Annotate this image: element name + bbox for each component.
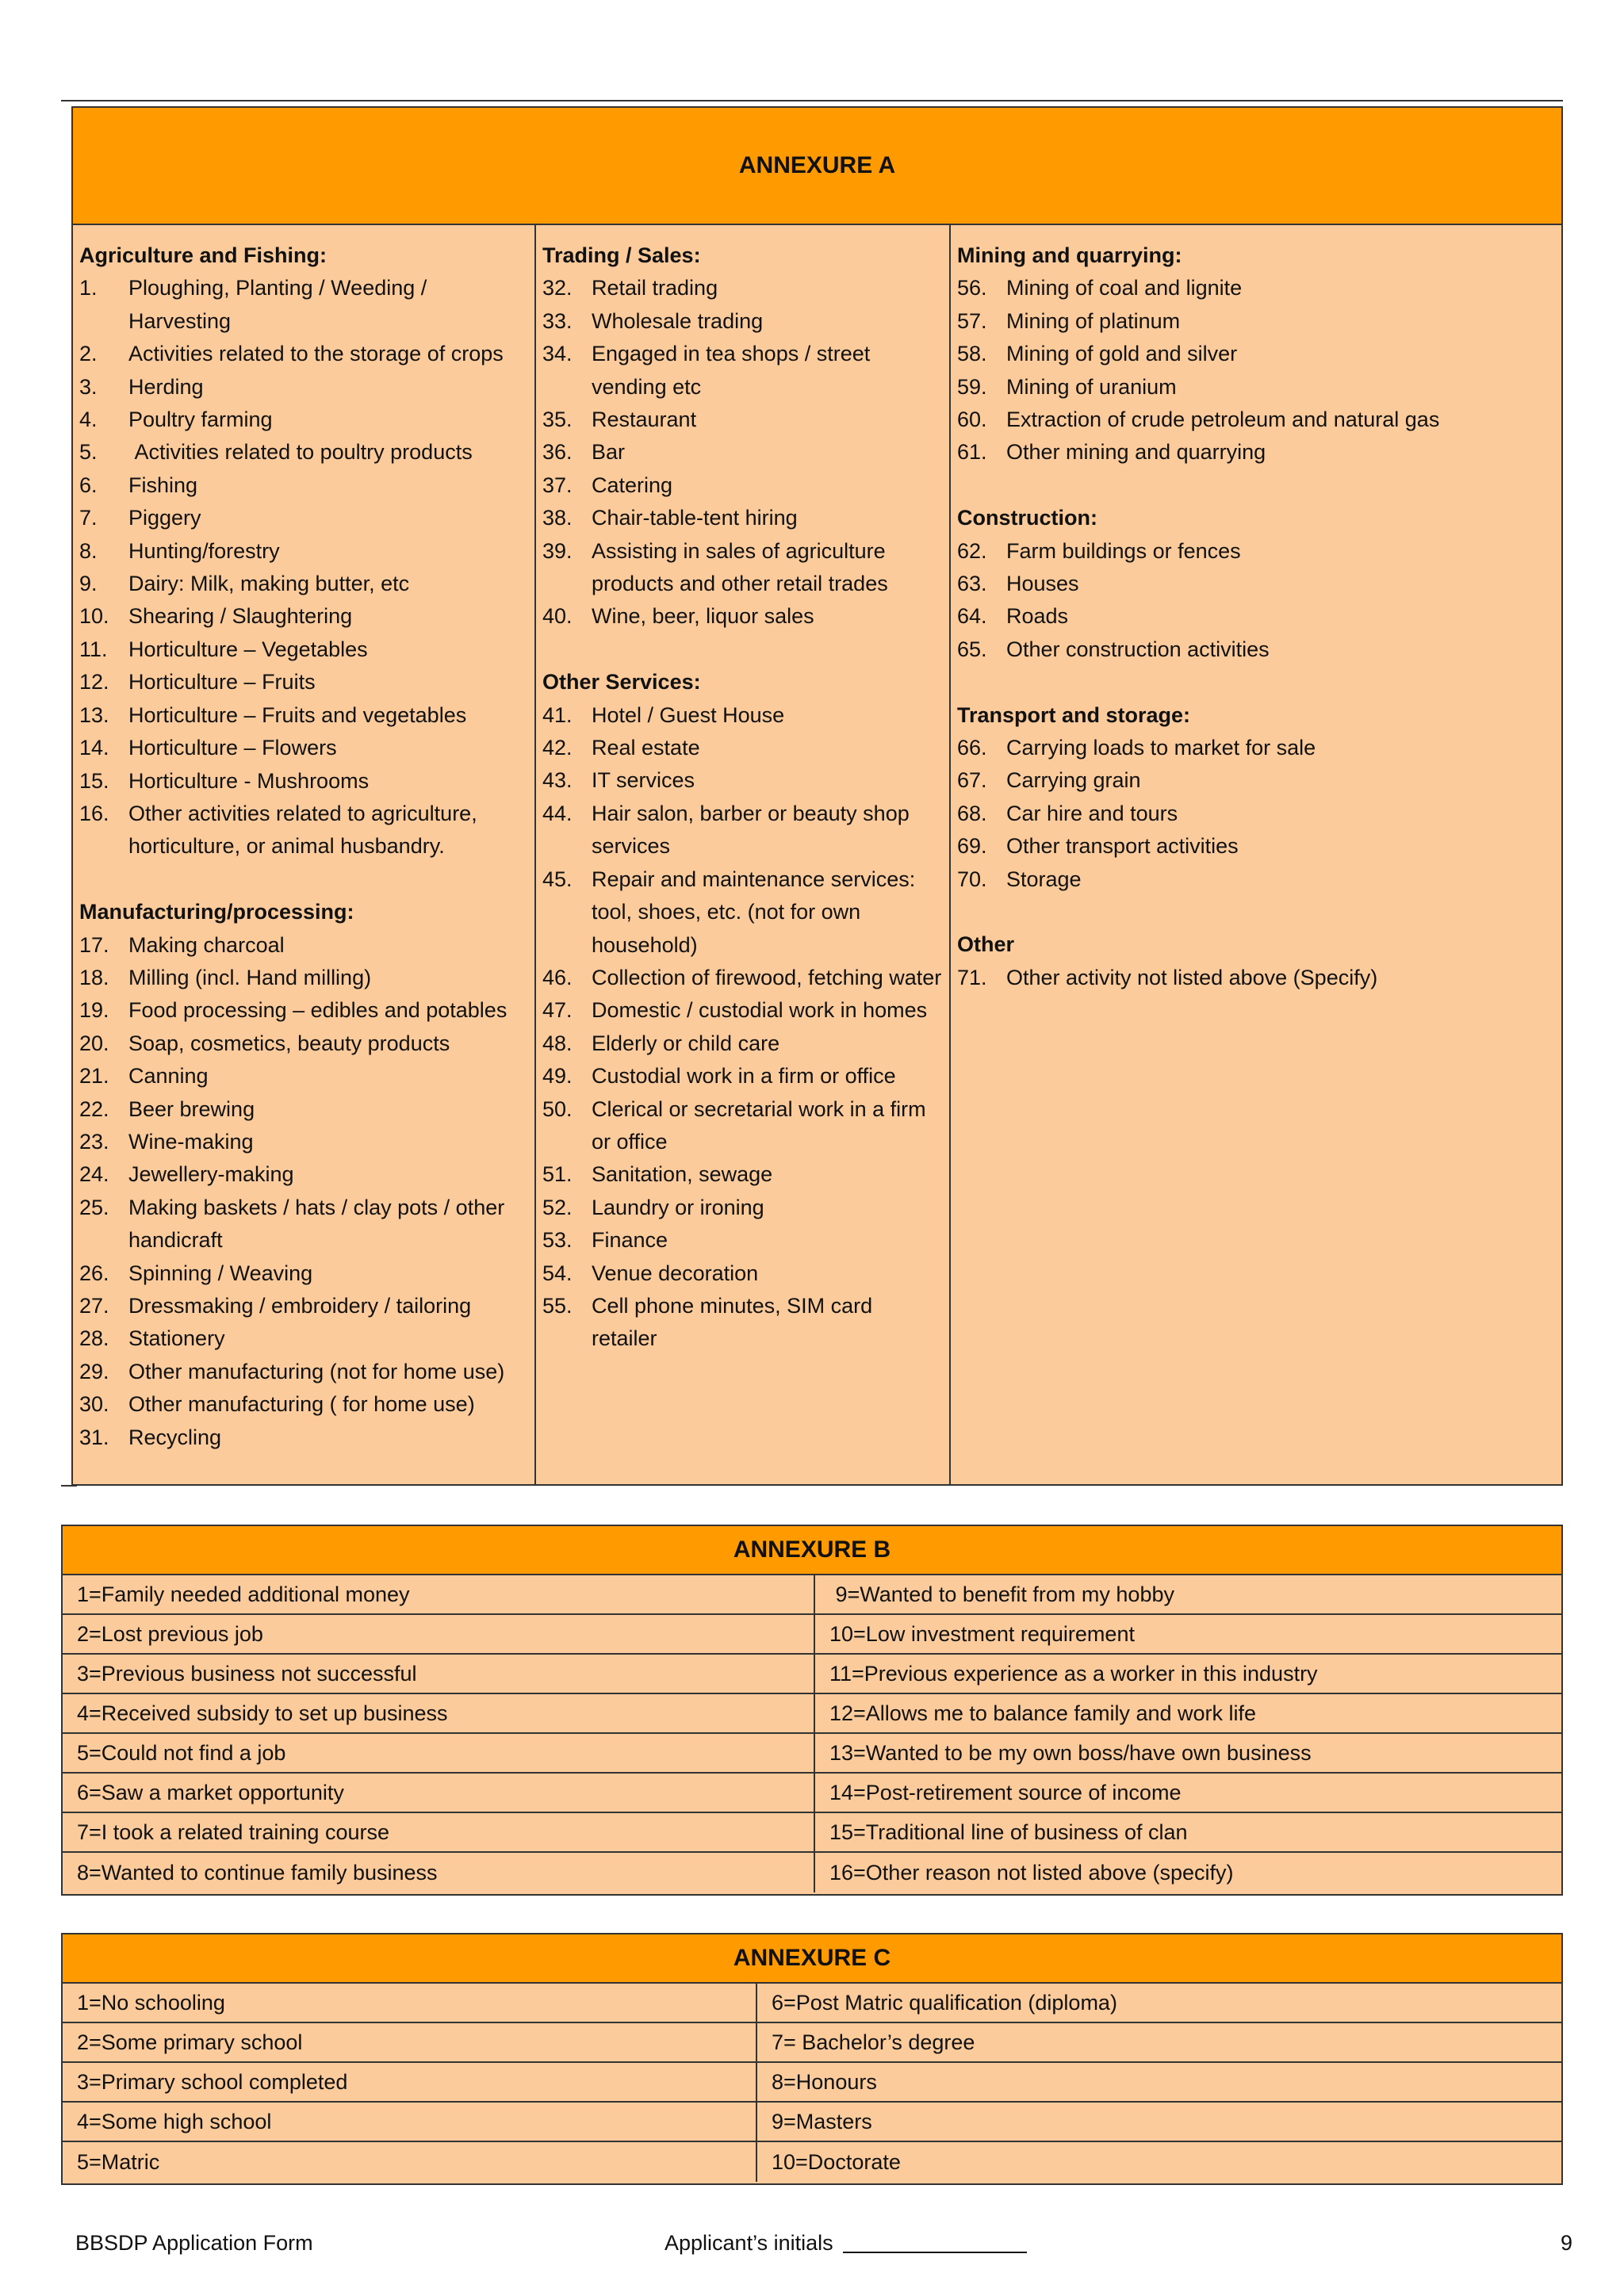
- activity-number: 2.: [79, 342, 98, 366]
- activity-label: Venue decoration: [592, 1261, 759, 1285]
- activity-label: Mining of coal and lignite: [1006, 276, 1243, 300]
- table-cell: 11=Previous experience as a worker in this industry: [814, 1655, 1561, 1693]
- activity-label: Sanitation, sewage: [592, 1162, 773, 1187]
- activity-item: [79, 436, 528, 469]
- activity-number: 40.: [542, 604, 573, 629]
- activity-item: [79, 272, 528, 338]
- activity-label: Cell phone minutes, SIM card retailer: [592, 1293, 879, 1351]
- activity-label: Elderly or child care: [592, 1031, 780, 1055]
- table-cell: 8=Wanted to continue family business: [77, 1860, 438, 1885]
- activity-item: [79, 1388, 528, 1421]
- activity-item: [957, 732, 1555, 764]
- activity-number: 14.: [79, 736, 109, 760]
- table-cell: 3=Previous business not successful: [77, 1661, 417, 1686]
- activity-item: [542, 1060, 943, 1093]
- annexure-b-title: ANNEXURE B: [63, 1526, 1561, 1575]
- activity-item: [542, 436, 943, 469]
- activity-item: [79, 535, 528, 568]
- activity-item: [79, 502, 528, 534]
- activity-item: [79, 469, 528, 502]
- activity-label: Mining of uranium: [1006, 374, 1177, 399]
- activity-item: [79, 994, 528, 1027]
- activity-item: [957, 535, 1555, 568]
- activity-number: 4.: [79, 408, 98, 432]
- activity-item: [542, 699, 943, 732]
- footer-form-name: BBSDP Application Form: [75, 2231, 313, 2255]
- activity-number: 61.: [957, 440, 987, 465]
- activity-item: [542, 502, 943, 534]
- activity-number: 62.: [957, 538, 987, 563]
- activity-label: Wholesale trading: [592, 308, 764, 333]
- table-row: [63, 2023, 1561, 2063]
- initials-field[interactable]: [843, 2252, 1027, 2253]
- activity-label: Dairy: Milk, making butter, etc: [128, 572, 410, 596]
- activity-item: [79, 600, 528, 633]
- activity-item: [79, 338, 528, 370]
- table-row: [63, 2063, 1561, 2103]
- table-row: [63, 1984, 1561, 2023]
- activity-number: 50.: [542, 1096, 573, 1121]
- activity-number: 3.: [79, 374, 98, 399]
- activity-label: Poultry farming: [128, 408, 273, 432]
- activity-label: Other manufacturing ( for home use): [128, 1392, 475, 1417]
- activity-item: [79, 1027, 528, 1060]
- activity-number: 5.: [79, 440, 98, 465]
- activity-item: [542, 1257, 943, 1290]
- table-cell: 2=Some primary school: [77, 2030, 303, 2054]
- activity-number: 34.: [542, 342, 573, 366]
- table-cell: 4=Received subsidy to set up business: [77, 1701, 448, 1725]
- activity-number: 13.: [79, 702, 109, 727]
- table-row: [63, 1853, 1561, 1892]
- activity-number: 38.: [542, 506, 573, 530]
- section-heading: Agriculture and Fishing:: [79, 243, 327, 267]
- section-heading: Transport and storage:: [957, 702, 1191, 727]
- table-cell: 10=Doctorate: [756, 2142, 1561, 2182]
- activity-number: 41.: [542, 702, 573, 727]
- activity-item: [957, 371, 1555, 404]
- activity-label: Other manufacturing (not for home use): [128, 1359, 505, 1383]
- table-cell: 13=Wanted to be my own boss/have own business: [814, 1734, 1561, 1772]
- activity-number: 1.: [79, 276, 98, 300]
- activity-item: [79, 1192, 528, 1257]
- activity-number: 57.: [957, 308, 987, 333]
- activity-number: 8.: [79, 538, 98, 563]
- activity-item: [542, 962, 943, 994]
- activity-label: Chair-table-tent hiring: [592, 506, 798, 530]
- activity-number: 58.: [957, 342, 987, 366]
- activity-number: 30.: [79, 1392, 109, 1417]
- table-row: [63, 1615, 1561, 1655]
- activity-number: 31.: [79, 1425, 109, 1449]
- activity-item: [542, 798, 943, 863]
- activity-item: [79, 568, 528, 600]
- activity-number: 27.: [79, 1293, 109, 1318]
- activity-label: Mining of platinum: [1006, 308, 1181, 333]
- initials-label: Applicant’s initials: [665, 2231, 833, 2255]
- activity-item: [542, 1290, 943, 1356]
- section-heading: Construction:: [957, 506, 1097, 530]
- activity-item: [542, 305, 943, 338]
- activity-label: Food processing – edibles and potables: [128, 998, 508, 1023]
- activity-label: Recycling: [128, 1425, 222, 1449]
- table-cell: 8=Honours: [756, 2063, 1561, 2101]
- activity-item: [542, 994, 943, 1027]
- activity-item: [957, 272, 1555, 304]
- activity-label: Other mining and quarrying: [1006, 440, 1266, 465]
- activity-number: 42.: [542, 736, 573, 760]
- activity-item: [542, 1192, 943, 1224]
- activity-label: Restaurant: [592, 408, 697, 432]
- activity-number: 6.: [79, 473, 98, 497]
- activity-label: Horticulture - Mushrooms: [128, 768, 370, 793]
- activity-label: Wine-making: [128, 1129, 254, 1154]
- activity-item: [957, 305, 1555, 338]
- activity-item: [79, 1257, 528, 1290]
- table-cell: 5=Matric: [77, 2149, 160, 2174]
- activity-item: [79, 765, 528, 798]
- activity-item: [79, 962, 528, 994]
- activity-label: Horticulture – Flowers: [128, 736, 337, 760]
- activity-label: Milling (incl. Hand milling): [128, 965, 372, 989]
- activity-item: [957, 338, 1555, 370]
- activity-number: 51.: [542, 1162, 573, 1187]
- activity-label: Other activities related to agriculture, horticulture, or animal husbandry.: [128, 801, 484, 859]
- activity-label: Horticulture – Vegetables: [128, 637, 368, 661]
- activity-number: 59.: [957, 374, 987, 399]
- activity-item: [542, 1027, 943, 1060]
- table-row: [63, 2142, 1561, 2182]
- activity-label: Herding: [128, 374, 204, 399]
- activity-number: 28.: [79, 1326, 109, 1351]
- activity-item: [542, 863, 943, 962]
- table-cell: 6=Saw a market opportunity: [77, 1780, 344, 1804]
- annexure-a-column-3: [949, 225, 1561, 1484]
- activity-label: Fishing: [128, 473, 198, 497]
- table-row: [63, 1694, 1561, 1734]
- activity-label: Houses: [1006, 572, 1079, 596]
- activity-item: [542, 1093, 943, 1159]
- activity-item: [79, 371, 528, 404]
- activity-item: [79, 404, 528, 436]
- section-heading: Trading / Sales:: [542, 243, 701, 267]
- table-row: [63, 1774, 1561, 1813]
- annexure-a-title: ANNEXURE A: [73, 108, 1561, 225]
- activity-number: 10.: [79, 604, 109, 629]
- activity-item: [79, 798, 528, 863]
- section-heading: Mining and quarrying:: [957, 243, 1182, 267]
- activity-number: 32.: [542, 276, 573, 300]
- activity-label: Mining of gold and silver: [1006, 342, 1238, 366]
- table-cell: 14=Post-retirement source of income: [814, 1774, 1561, 1812]
- activity-label: Farm buildings or fences: [1006, 538, 1241, 563]
- activity-item: [79, 1126, 528, 1158]
- activity-label: Shearing / Slaughtering: [128, 604, 353, 629]
- activity-number: 53.: [542, 1228, 573, 1253]
- activity-label: Catering: [592, 473, 673, 497]
- top-rule: [61, 100, 1563, 101]
- spacer: [79, 863, 528, 896]
- activity-item: [79, 1290, 528, 1322]
- activity-item: [79, 699, 528, 732]
- table-cell: 10=Low investment requirement: [814, 1615, 1561, 1653]
- activity-number: 68.: [957, 801, 987, 825]
- activity-number: 24.: [79, 1162, 109, 1187]
- activity-label: Other construction activities: [1006, 637, 1270, 661]
- table-row: [63, 1655, 1561, 1694]
- activity-number: 11.: [79, 637, 108, 661]
- activity-label: Activities related to poultry products: [128, 440, 473, 465]
- spacer: [957, 469, 1555, 502]
- activity-label: Laundry or ironing: [592, 1195, 764, 1219]
- spacer: [542, 633, 943, 666]
- activity-label: Clerical or secretarial work in a firm or office: [592, 1096, 933, 1154]
- activity-label: Retail trading: [592, 276, 718, 300]
- activity-label: Horticulture – Fruits and vegetables: [128, 702, 467, 727]
- bottom-rule: [61, 1485, 77, 1487]
- activity-item: [542, 404, 943, 436]
- activity-number: 35.: [542, 408, 573, 432]
- activity-number: 55.: [542, 1293, 573, 1318]
- activity-number: 25.: [79, 1195, 109, 1219]
- activity-number: 21.: [79, 1064, 109, 1089]
- activity-label: Stationery: [128, 1326, 225, 1351]
- annexure-a-table: [71, 106, 1563, 1486]
- activity-label: Real estate: [592, 736, 700, 760]
- spacer: [957, 666, 1555, 698]
- table-cell: 1=No schooling: [77, 1990, 225, 2015]
- activity-label: Engaged in tea shops / street vending etc: [592, 342, 876, 399]
- activity-item: [957, 863, 1555, 896]
- activity-label: Beer brewing: [128, 1096, 255, 1121]
- activity-label: Roads: [1006, 604, 1069, 629]
- activity-label: Car hire and tours: [1006, 801, 1178, 825]
- activity-label: Extraction of crude petroleum and natural gas: [1006, 408, 1440, 432]
- activity-label: Jewellery-making: [128, 1162, 294, 1187]
- activity-item: [957, 830, 1555, 863]
- activity-item: [542, 535, 943, 601]
- activity-item: [79, 666, 528, 698]
- activity-number: 69.: [957, 834, 987, 859]
- activity-item: [79, 1093, 528, 1126]
- activity-label: Soap, cosmetics, beauty products: [128, 1031, 450, 1055]
- activity-number: 23.: [79, 1129, 109, 1154]
- activity-item: [957, 568, 1555, 600]
- annexure-a-column-2: [534, 225, 949, 1484]
- activity-label: Making baskets / hats / clay pots / other handicraft: [128, 1195, 511, 1253]
- activity-number: 26.: [79, 1261, 109, 1285]
- activity-label: Wine, beer, liquor sales: [592, 604, 814, 629]
- activity-number: 63.: [957, 572, 987, 596]
- activity-number: 36.: [542, 440, 573, 465]
- activity-number: 60.: [957, 408, 987, 432]
- activity-label: Ploughing, Planting / Weeding / Harvesting: [128, 276, 433, 333]
- table-cell: 7=I took a related training course: [77, 1820, 389, 1844]
- activity-label: Finance: [592, 1228, 668, 1253]
- activity-number: 33.: [542, 308, 573, 333]
- table-cell: 4=Some high school: [77, 2109, 272, 2133]
- footer-initials: [665, 2231, 1027, 2256]
- activity-label: Activities related to the storage of crops: [128, 342, 504, 366]
- activity-label: Assisting in sales of agriculture products and other retail trades: [592, 538, 892, 596]
- table-cell: 12=Allows me to balance family and work life: [814, 1694, 1561, 1732]
- activity-number: 16.: [79, 801, 109, 825]
- activity-item: [957, 436, 1555, 469]
- activity-item: [79, 1060, 528, 1093]
- activity-item: [542, 1224, 943, 1257]
- activity-number: 48.: [542, 1031, 573, 1055]
- activity-item: [79, 1356, 528, 1388]
- activity-label: Custodial work in a firm or office: [592, 1064, 896, 1089]
- activity-label: Collection of firewood, fetching water: [592, 965, 942, 989]
- activity-number: 45.: [542, 867, 573, 891]
- activity-label: Spinning / Weaving: [128, 1261, 313, 1285]
- activity-number: 15.: [79, 768, 109, 793]
- activity-number: 19.: [79, 998, 109, 1023]
- table-cell: 15=Traditional line of business of clan: [814, 1813, 1561, 1851]
- table-cell: 2=Lost previous job: [77, 1621, 263, 1646]
- activity-item: [79, 633, 528, 666]
- table-cell: 6=Post Matric qualification (diploma): [756, 1984, 1561, 2022]
- activity-item: [542, 764, 943, 797]
- activity-item: [79, 1158, 528, 1191]
- activity-number: 70.: [957, 867, 987, 891]
- activity-item: [79, 732, 528, 764]
- annexure-a-column-1: [73, 225, 534, 1484]
- activity-number: 43.: [542, 768, 573, 793]
- activity-item: [542, 469, 943, 502]
- table-row: [63, 2103, 1561, 2142]
- activity-number: 9.: [79, 572, 98, 596]
- section-heading: Manufacturing/processing:: [79, 900, 354, 924]
- activity-label: Storage: [1006, 867, 1082, 891]
- annexure-c-title: ANNEXURE C: [63, 1934, 1561, 1984]
- activity-number: 7.: [79, 506, 98, 530]
- activity-number: 29.: [79, 1359, 109, 1383]
- section-heading: Other: [957, 932, 1015, 957]
- activity-item: [957, 962, 1555, 994]
- table-cell: 3=Primary school completed: [77, 2069, 348, 2094]
- activity-number: 47.: [542, 998, 573, 1023]
- activity-item: [542, 732, 943, 764]
- activity-label: Carrying loads to market for sale: [1006, 736, 1316, 760]
- page-number: 9: [1560, 2231, 1572, 2255]
- activity-number: 46.: [542, 965, 573, 989]
- table-row: [63, 1734, 1561, 1774]
- activity-label: Other transport activities: [1006, 834, 1239, 859]
- activity-number: 12.: [79, 670, 109, 695]
- activity-number: 65.: [957, 637, 987, 661]
- activity-label: Bar: [592, 440, 626, 465]
- activity-number: 18.: [79, 965, 109, 989]
- activity-label: Dressmaking / embroidery / tailoring: [128, 1293, 472, 1318]
- activity-label: Making charcoal: [128, 932, 285, 957]
- activity-number: 44.: [542, 801, 573, 825]
- table-row: [63, 1575, 1561, 1615]
- activity-label: Other activity not listed above (Specify): [1006, 965, 1378, 989]
- section-heading: Other Services:: [542, 670, 701, 695]
- activity-item: [79, 929, 528, 962]
- activity-number: 54.: [542, 1261, 573, 1285]
- activity-number: 56.: [957, 276, 987, 300]
- activity-number: 64.: [957, 604, 987, 629]
- activity-item: [542, 600, 943, 633]
- activity-label: Hair salon, barber or beauty shop services: [592, 801, 916, 859]
- activity-label: Hunting/forestry: [128, 538, 280, 563]
- annexure-b-table: [61, 1525, 1563, 1896]
- activity-label: Piggery: [128, 506, 201, 530]
- table-row: [63, 1813, 1561, 1853]
- activity-number: 17.: [79, 932, 109, 957]
- activity-item: [957, 798, 1555, 830]
- activity-number: 52.: [542, 1195, 573, 1219]
- activity-item: [957, 600, 1555, 633]
- table-cell: 9=Wanted to benefit from my hobby: [814, 1575, 1561, 1613]
- activity-label: Hotel / Guest House: [592, 702, 785, 727]
- activity-label: Canning: [128, 1064, 209, 1089]
- table-cell: 7= Bachelor’s degree: [756, 2023, 1561, 2061]
- table-cell: 9=Masters: [756, 2103, 1561, 2141]
- activity-label: Carrying grain: [1006, 768, 1141, 793]
- activity-item: [542, 272, 943, 304]
- activity-label: IT services: [592, 768, 695, 793]
- activity-item: [957, 404, 1555, 436]
- activity-number: 20.: [79, 1031, 109, 1055]
- activity-label: Domestic / custodial work in homes: [592, 998, 928, 1023]
- activity-number: 37.: [542, 473, 573, 497]
- table-cell: 1=Family needed additional money: [77, 1582, 410, 1606]
- annexure-c-table: [61, 1933, 1563, 2185]
- activity-number: 49.: [542, 1064, 573, 1089]
- activity-item: [542, 1158, 943, 1191]
- activity-item: [79, 1422, 528, 1454]
- table-cell: 16=Other reason not listed above (specify): [814, 1853, 1561, 1892]
- activity-number: 22.: [79, 1096, 109, 1121]
- activity-item: [79, 1322, 528, 1355]
- activity-item: [542, 338, 943, 404]
- activity-label: Repair and maintenance services: tool, shoes, etc. (not for own household): [592, 867, 921, 957]
- activity-number: 71.: [957, 965, 987, 989]
- table-cell: 5=Could not find a job: [77, 1740, 286, 1765]
- activity-number: 67.: [957, 768, 987, 793]
- activity-item: [957, 764, 1555, 797]
- activity-label: Horticulture – Fruits: [128, 670, 316, 695]
- activity-number: 39.: [542, 538, 573, 563]
- spacer: [957, 896, 1555, 928]
- activity-item: [957, 633, 1555, 666]
- activity-number: 66.: [957, 736, 987, 760]
